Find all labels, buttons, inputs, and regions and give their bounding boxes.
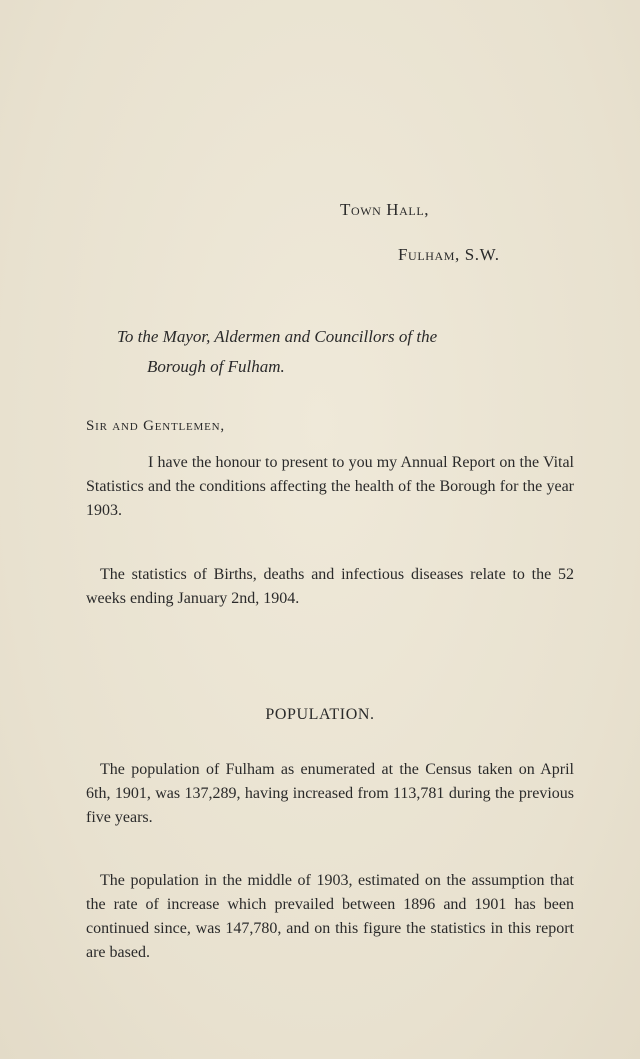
census-paragraph: The population of Fulham as enumerated at the Census taken on April 6th, 1901, was 137,289, having increased from 113,781 during the previous five years. xyxy=(86,761,574,826)
greeting: Sir and Gentlemen, xyxy=(86,418,225,434)
population-heading: POPULATION. xyxy=(265,706,375,723)
intro-paragraph-text: I have the honour to present to you my Annual Report on the Vital Statistics and the conditions affecting the health of the Borough for the year 1903. xyxy=(86,454,574,519)
address-line-2: Fulham, S.W. xyxy=(398,245,500,264)
intro-paragraph xyxy=(86,451,574,523)
statistics-paragraph: The statistics of Births, deaths and infectious diseases relate to the 52 weeks ending January 2nd, 1904. xyxy=(86,566,574,607)
estimate-paragraph: The population in the middle of 1903, estimated on the assumption that the rate of increase which prevailed between 1896 and 1901 has been continued since, was 147,780, and on this figure the statistics in this report are based. xyxy=(86,872,574,961)
salutation-line-1: To the Mayor, Aldermen and Councillors of the xyxy=(117,327,438,346)
salutation-line-2: Borough of Fulham. xyxy=(147,357,285,376)
address-line-1: Town Hall, xyxy=(340,200,430,219)
salutation xyxy=(117,322,557,382)
